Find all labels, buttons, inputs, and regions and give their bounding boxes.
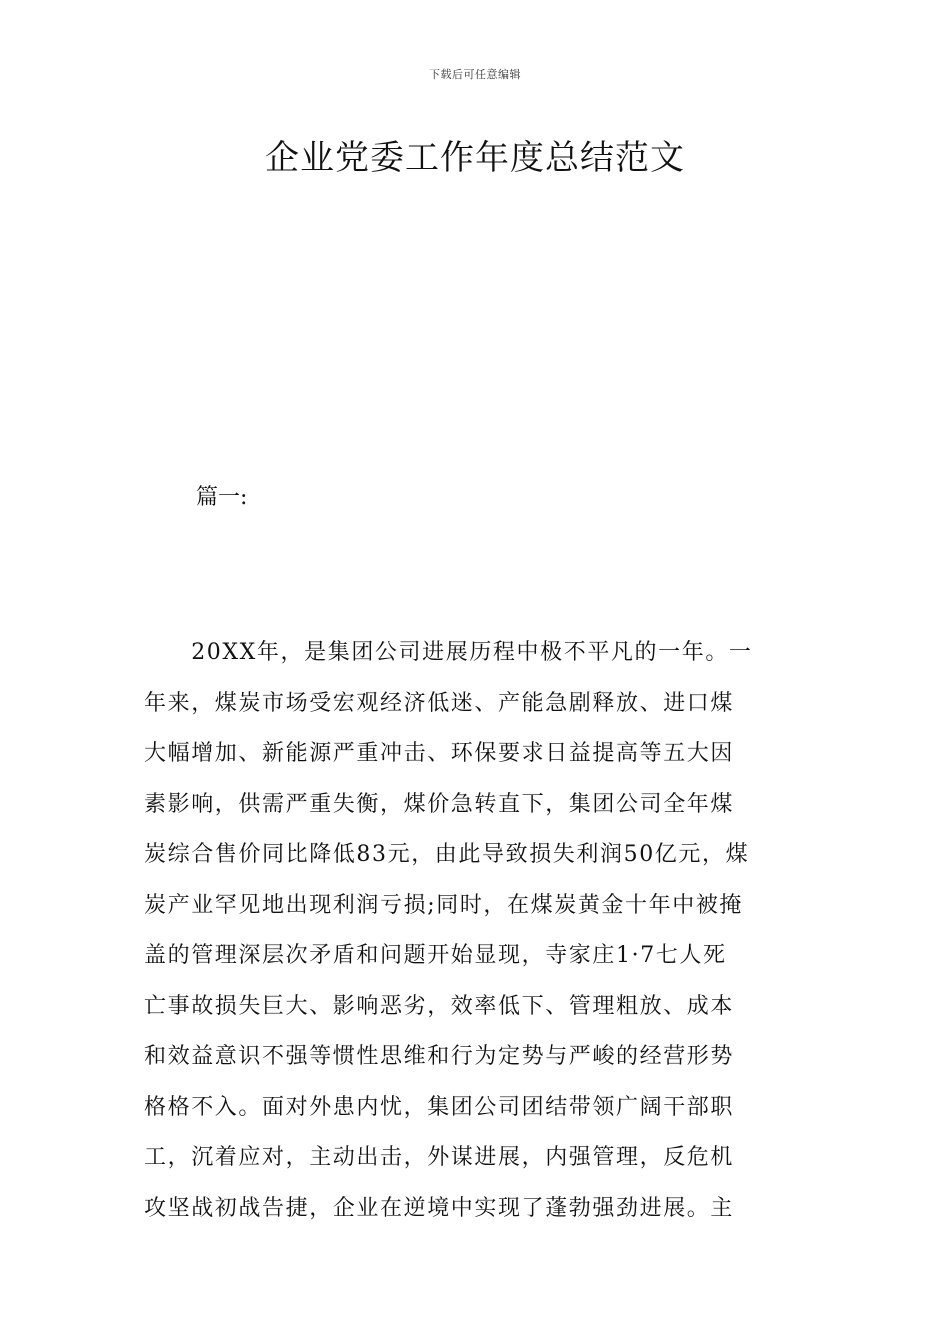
paragraph-line: 工，沉着应对，主动出击，外谋进展，内强管理，反危机 xyxy=(144,1145,735,1170)
document-title: 企业党委工作年度总结范文 xyxy=(265,138,685,178)
paragraph-line: 素影响，供需严重失衡，煤价急转直下，集团公司全年煤 xyxy=(144,791,735,817)
paragraph-line: 盖的管理深层次矛盾和问题开始显现，寺家庄1·7七人死 xyxy=(144,943,727,968)
paragraph-line: 攻坚战初战告捷，企业在逆境中实现了蓬勃强劲进展。主 xyxy=(144,1195,735,1221)
body-paragraph xyxy=(144,628,810,1234)
paragraph-line: 格格不入。面对外患内忧，集团公司团结带领广阔干部职 xyxy=(144,1094,735,1120)
paragraph-line: 亡事故损失巨大、影响恶劣，效率低下、管理粗放、成本 xyxy=(144,993,735,1019)
paragraph-line: 大幅增加、新能源严重冲击、环保要求日益提高等五大因 xyxy=(144,741,735,766)
paragraph-line: 20XX年，是集团公司进展历程中极不平凡的一年。一 xyxy=(144,640,753,665)
paragraph-line: 炭综合售价同比降低83元，由此导致损失利润50亿元，煤 xyxy=(144,842,750,867)
paragraph-line: 年来，煤炭市场受宏观经济低迷、产能急剧释放、进口煤 xyxy=(144,690,735,716)
section-label: 篇一: xyxy=(196,485,248,510)
paragraph-line: 炭产业罕见地出现利润亏损;同时，在煤炭黄金十年中被掩 xyxy=(144,892,744,918)
paragraph-line: 和效益意识不强等惯性思维和行为定势与严峻的经营形势 xyxy=(144,1044,735,1069)
header-note: 下载后可任意编辑 xyxy=(429,68,521,81)
